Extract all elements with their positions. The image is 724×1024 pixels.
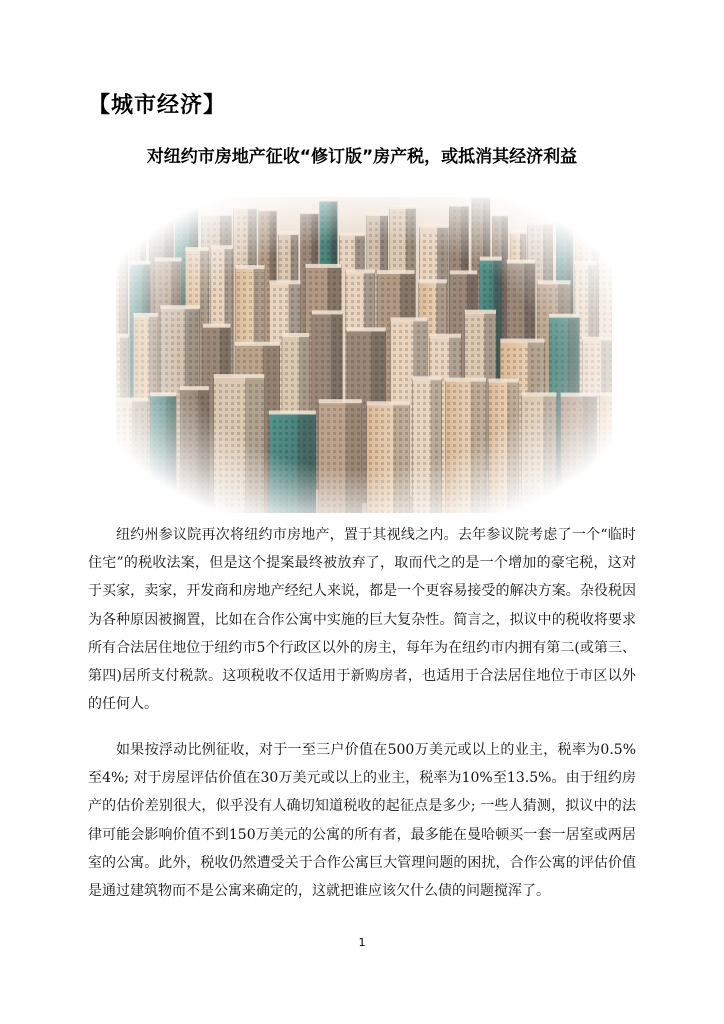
page-number: 1	[358, 936, 366, 949]
body-paragraph-1: 纽约州参议院再次将纽约市房地产，置于其视线之内。去年参议院考虑了一个“临时住宅”的税收法案，但是这个提案最终被放弃了，取而代之的是一个增加的豪宅税，这对于买家，卖家，开发商和房地产经纪人来说，都是一个更容易接受的解决方案。杂役税因为各种原因被搁置，比如在合作公寓中实施的巨大复杂性。简言之，拟议中的税收将要求所有合法居住地位于纽约市5个行政区以外的房主，每年为在纽约市内拥有第二(或第三、第四)居所支付税款。这项税收不仅适用于新购房者，也适用于合法居住地位于市区以外的任何人。	[88, 527, 636, 713]
article-title: 对纽约市房地产征收“修订版”房产税，或抵消其经济利益	[146, 147, 578, 167]
body-paragraph-2: 如果按浮动比例征收，对于一至三户价值在500万美元或以上的业主，税率为0.5%至4%; 对于房屋评估价值在30万美元或以上的业主，税率为10%至13.5%。由于纽约房产的估价差别很大，似乎没有人确切知道税收的起征点是多少; 一些人猜测，拟议中的法律可能会影响价值不到150万美元的公寓的所有者，最多能在曼哈顿买一套一居室或两居室的公寓。此外，税收仍然遭受关于合作公寓巨大管理问题的困扰，合作公寓的评估价值是通过建筑物而不是公寓来确定的，这就把谁应该欠什么债的问题搅浑了。	[88, 742, 636, 900]
city-aerial-photo	[116, 197, 612, 513]
section-title: 【城市经济】	[88, 93, 227, 118]
